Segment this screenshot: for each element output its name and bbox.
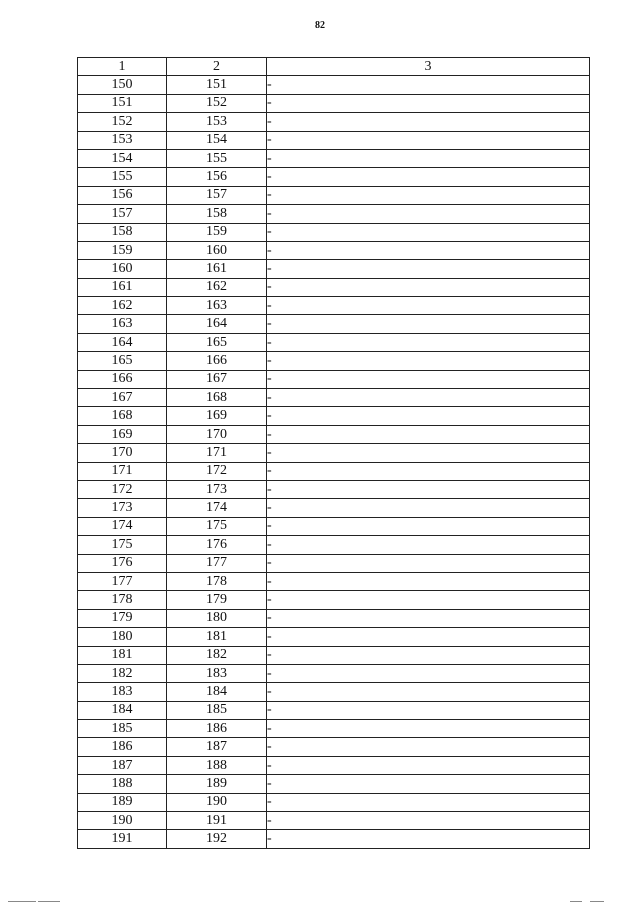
table-row [78,628,590,646]
table-cell-col-1: 170 [78,444,167,462]
table-row [78,425,590,443]
table-cell-col-1: 162 [78,297,167,315]
table-cell-col-2: 189 [167,775,267,793]
table-cell-col-3: - [267,499,590,517]
table-cell-col-3: - [267,812,590,830]
table-cell-col-1: 181 [78,646,167,664]
table-cell-col-3: - [267,591,590,609]
page-number: 82 [315,20,325,31]
table-cell-col-3: - [267,628,590,646]
table-cell-col-3: - [267,76,590,94]
table-cell-col-1: 161 [78,278,167,296]
table-cell-col-3: - [267,572,590,590]
table-cell-col-2: 154 [167,131,267,149]
table-row [78,609,590,627]
table-cell-col-1: 172 [78,480,167,498]
table-row [78,223,590,241]
table-cell-col-3: - [267,480,590,498]
table-cell-col-2: 159 [167,223,267,241]
table-cell-col-3: - [267,113,590,131]
table-cell-col-1: 177 [78,572,167,590]
table-row [78,664,590,682]
table-cell-col-2: 184 [167,683,267,701]
table-row [78,352,590,370]
table-cell-col-1: 168 [78,407,167,425]
table-cell-col-3: - [267,407,590,425]
table-cell-col-2: 183 [167,664,267,682]
table-cell-col-2: 164 [167,315,267,333]
table-cell-col-3: - [267,517,590,535]
table-cell-col-1: 153 [78,131,167,149]
table-cell-col-3: - [267,389,590,407]
table-cell-col-1: 150 [78,76,167,94]
table-cell-col-3: - [267,131,590,149]
table-cell-col-2: 187 [167,738,267,756]
table-cell-col-2: 169 [167,407,267,425]
column-header-1: 1 [78,58,167,76]
table-row [78,370,590,388]
table-cell-col-1: 176 [78,554,167,572]
table-cell-col-1: 173 [78,499,167,517]
table-row [78,407,590,425]
table-row [78,830,590,848]
table-row [78,793,590,811]
table-row [78,186,590,204]
table-header-row [78,58,590,76]
table-cell-col-1: 175 [78,536,167,554]
table-cell-col-1: 182 [78,664,167,682]
table-cell-col-2: 178 [167,572,267,590]
table-cell-col-1: 174 [78,517,167,535]
table-cell-col-2: 191 [167,812,267,830]
table-cell-col-1: 180 [78,628,167,646]
table-cell-col-2: 153 [167,113,267,131]
table-row [78,499,590,517]
table-cell-col-3: - [267,223,590,241]
table-cell-col-3: - [267,462,590,480]
table-cell-col-2: 157 [167,186,267,204]
table-row [78,572,590,590]
table-cell-col-1: 188 [78,775,167,793]
table-cell-col-3: - [267,278,590,296]
table-cell-col-2: 171 [167,444,267,462]
table-cell-col-3: - [267,94,590,112]
table-cell-col-2: 168 [167,389,267,407]
table-cell-col-3: - [267,793,590,811]
table-cell-col-2: 188 [167,756,267,774]
table-cell-col-1: 190 [78,812,167,830]
table-cell-col-1: 191 [78,830,167,848]
table-cell-col-2: 172 [167,462,267,480]
table-cell-col-1: 169 [78,425,167,443]
table-cell-col-2: 151 [167,76,267,94]
table-row [78,701,590,719]
table-cell-col-3: - [267,646,590,664]
table-cell-col-3: - [267,830,590,848]
table-row [78,241,590,259]
table-row [78,76,590,94]
table-cell-col-1: 151 [78,94,167,112]
data-table [77,57,590,849]
table-cell-col-2: 179 [167,591,267,609]
column-header-3: 3 [267,58,590,76]
table-row [78,131,590,149]
table-cell-col-1: 187 [78,756,167,774]
table-cell-col-3: - [267,315,590,333]
table-cell-col-2: 176 [167,536,267,554]
footer-mark [8,901,36,902]
table-cell-col-1: 179 [78,609,167,627]
table-cell-col-1: 171 [78,462,167,480]
table-cell-col-2: 163 [167,297,267,315]
table-cell-col-2: 182 [167,646,267,664]
table-cell-col-1: 167 [78,389,167,407]
table-cell-col-3: - [267,370,590,388]
table-row [78,297,590,315]
table-cell-col-1: 157 [78,205,167,223]
table-cell-col-2: 181 [167,628,267,646]
table-cell-col-3: - [267,352,590,370]
table-cell-col-2: 192 [167,830,267,848]
table-cell-col-2: 156 [167,168,267,186]
table-cell-col-2: 167 [167,370,267,388]
footer-scan-marks [0,899,640,903]
table-cell-col-2: 174 [167,499,267,517]
table-cell-col-1: 152 [78,113,167,131]
table-cell-col-1: 154 [78,149,167,167]
table-row [78,444,590,462]
table-cell-col-3: - [267,536,590,554]
table-row [78,683,590,701]
table-cell-col-1: 155 [78,168,167,186]
table-cell-col-2: 175 [167,517,267,535]
table-cell-col-1: 183 [78,683,167,701]
table-cell-col-1: 186 [78,738,167,756]
table-cell-col-3: - [267,333,590,351]
table-cell-col-3: - [267,701,590,719]
table-cell-col-2: 173 [167,480,267,498]
table-cell-col-3: - [267,444,590,462]
table-cell-col-2: 158 [167,205,267,223]
table-cell-col-1: 164 [78,333,167,351]
table-cell-col-3: - [267,609,590,627]
table-row [78,646,590,664]
table-cell-col-3: - [267,241,590,259]
table-cell-col-1: 185 [78,720,167,738]
table-row [78,775,590,793]
table-row [78,149,590,167]
table-cell-col-3: - [267,297,590,315]
table-cell-col-2: 190 [167,793,267,811]
table-cell-col-2: 165 [167,333,267,351]
table-cell-col-3: - [267,168,590,186]
table-cell-col-1: 166 [78,370,167,388]
table-row [78,94,590,112]
table-cell-col-2: 155 [167,149,267,167]
table-row [78,462,590,480]
table-row [78,278,590,296]
table-row [78,205,590,223]
table-row [78,260,590,278]
table-row [78,738,590,756]
table-cell-col-1: 158 [78,223,167,241]
table-cell-col-3: - [267,720,590,738]
table-cell-col-3: - [267,205,590,223]
table-row [78,756,590,774]
table-cell-col-3: - [267,664,590,682]
table-row [78,480,590,498]
column-header-2: 2 [167,58,267,76]
table-cell-col-3: - [267,260,590,278]
table-cell-col-1: 160 [78,260,167,278]
table-cell-col-2: 185 [167,701,267,719]
table-cell-col-1: 178 [78,591,167,609]
table-cell-col-2: 180 [167,609,267,627]
table-row [78,536,590,554]
table-cell-col-3: - [267,683,590,701]
table-cell-col-2: 186 [167,720,267,738]
table-cell-col-1: 184 [78,701,167,719]
table-cell-col-1: 189 [78,793,167,811]
table-row [78,517,590,535]
footer-mark [570,901,582,902]
table-row [78,812,590,830]
table-row [78,168,590,186]
table-cell-col-3: - [267,425,590,443]
footer-mark [38,901,60,902]
table-cell-col-3: - [267,756,590,774]
footer-mark [590,901,604,902]
table-cell-col-3: - [267,738,590,756]
table-cell-col-1: 163 [78,315,167,333]
table-cell-col-2: 166 [167,352,267,370]
table-cell-col-1: 165 [78,352,167,370]
table-cell-col-3: - [267,775,590,793]
table-cell-col-1: 156 [78,186,167,204]
table-cell-col-3: - [267,554,590,572]
table-row [78,333,590,351]
table-cell-col-1: 159 [78,241,167,259]
table-row [78,389,590,407]
table-cell-col-2: 177 [167,554,267,572]
table-row [78,554,590,572]
table-cell-col-2: 162 [167,278,267,296]
table-body [78,76,590,848]
table-row [78,113,590,131]
table-cell-col-3: - [267,186,590,204]
table-cell-col-2: 160 [167,241,267,259]
table-cell-col-2: 152 [167,94,267,112]
table-row [78,720,590,738]
table-row [78,591,590,609]
table-cell-col-2: 161 [167,260,267,278]
table-cell-col-2: 170 [167,425,267,443]
table-row [78,315,590,333]
table-cell-col-3: - [267,149,590,167]
